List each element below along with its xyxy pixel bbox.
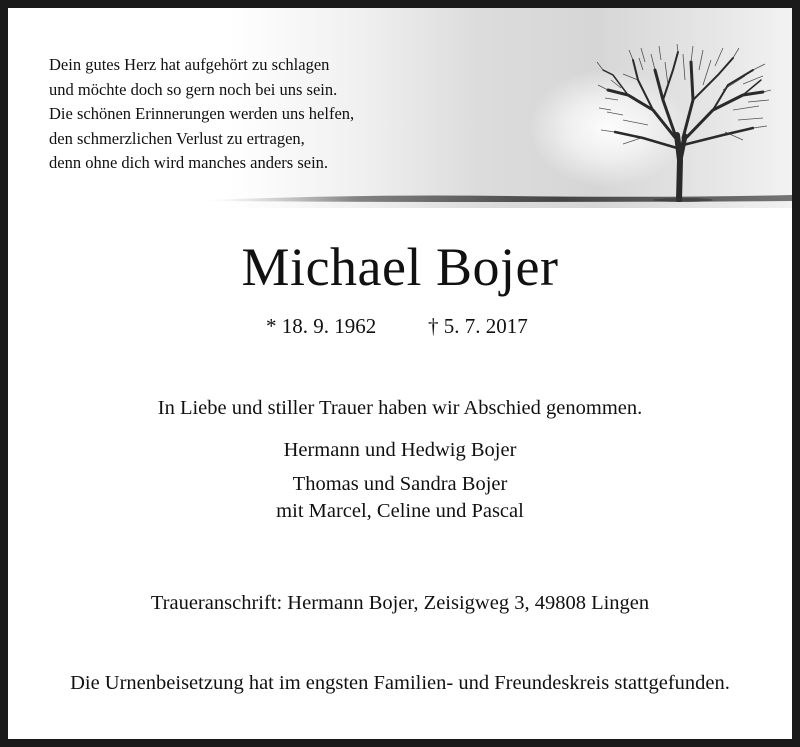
farewell-text: In Liebe und stiller Trauer haben wir Abschied genommen. [157, 397, 643, 419]
condolence-address: Traueranschrift: Hermann Bojer, Zeisigweg 3, 49808 Lingen [150, 592, 650, 614]
death-date: † 5. 7. 2017 [428, 314, 528, 338]
mourner-line: mit Marcel, Celine und Pascal [276, 500, 524, 522]
poem-line: Die schönen Erinnerungen werden uns helfen, [49, 104, 355, 123]
poem-line: denn ohne dich wird manches anders sein. [49, 153, 329, 172]
mourner-line: Thomas und Sandra Bojer [292, 473, 508, 495]
poem-line: den schmerzlichen Verlust zu ertragen, [49, 128, 305, 148]
burial-notice: Die Urnenbeisetzung hat im engsten Familien- und Freundeskreis stattgefunden. [70, 672, 730, 694]
deceased-name: Michael Bojer [241, 237, 559, 297]
bare-tree-icon [593, 40, 773, 202]
poem [49, 53, 354, 176]
mourner-line: Hermann und Hedwig Bojer [283, 439, 517, 461]
birth-date: * 18. 9. 1962 [266, 314, 377, 338]
poem-line: und möchte doch so gern noch bei uns sein. [49, 79, 338, 99]
poem-line: Dein gutes Herz hat aufgehört zu schlagen [49, 55, 330, 74]
